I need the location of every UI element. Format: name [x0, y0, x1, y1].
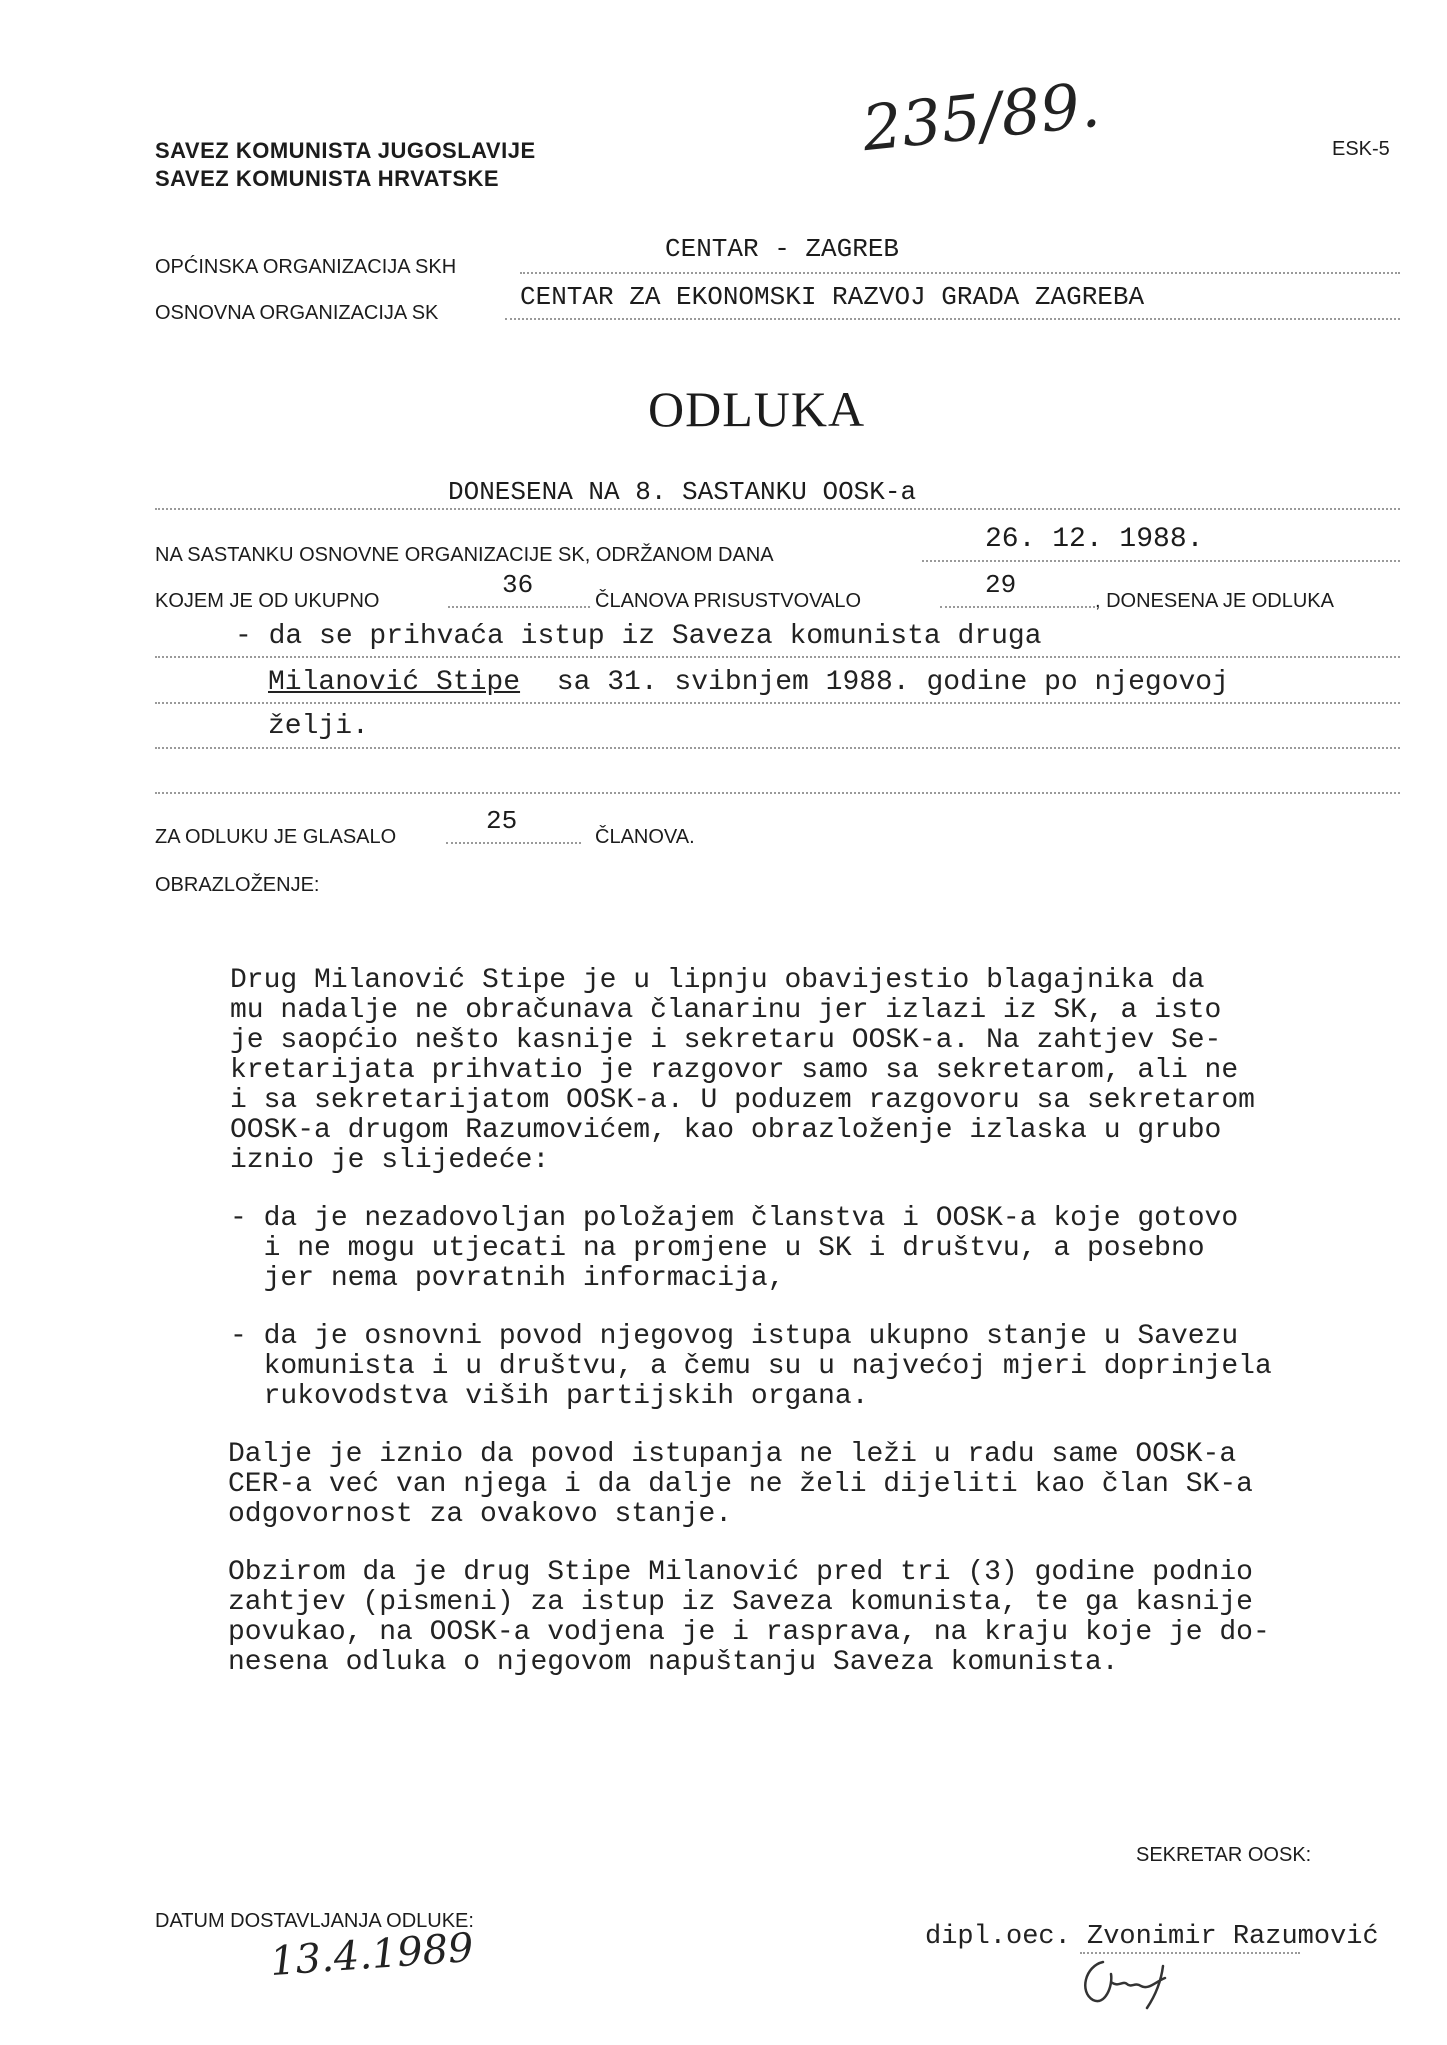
present-dotline	[940, 606, 1095, 608]
decision-member-name: Milanović Stipe	[268, 667, 521, 698]
decision-line-2: sa 31. svibnjem 1988. godine po njegovoj	[540, 667, 1229, 698]
text-line: mu nadalje ne obračunava članarinu jer izlazi iz SK, a isto	[230, 995, 1222, 1026]
text-line: - da je osnovni povod njegovog istupa ukupno stanje u Savezu	[230, 1321, 1239, 1352]
obrazlozenje-label: OBRAZLOŽENJE:	[155, 874, 320, 896]
vote-count: 25	[486, 806, 518, 836]
text-line: i ne mogu utjecati na promjene u SK i društvu, a posebno	[230, 1233, 1205, 1264]
osnovna-label: OSNOVNA ORGANIZACIJA SK	[155, 302, 439, 324]
text-line: Dalje je iznio da povod istupanja ne leži u radu same OOSK-a	[228, 1439, 1237, 1470]
clanova-prisustvovalo-label: ČLANOVA PRISUSTVOVALO	[595, 590, 862, 612]
text-line: i sa sekretarijatom OOSK-a. U poduzem razgovoru sa sekretarom	[230, 1085, 1255, 1116]
text-line: Obzirom da je drug Stipe Milanović pred tri (3) godine podnio	[228, 1557, 1253, 1588]
text-line: komunista i u društvu, a čemu su u najvećoj mjeri doprinjela	[230, 1351, 1272, 1382]
org-name-skj: SAVEZ KOMUNISTA JUGOSLAVIJE	[155, 138, 536, 163]
handwritten-delivery-date: 13.4.1989	[268, 1924, 475, 1986]
sekretar-label: SEKRETAR OOSK:	[1136, 1844, 1312, 1866]
decision-dotline-1	[155, 656, 1400, 658]
decision-dotline-3	[155, 747, 1400, 749]
text-line: jer nema povratnih informacija,	[230, 1263, 785, 1294]
total-members: 36	[502, 570, 534, 600]
page-title: ODLUKA	[648, 381, 866, 437]
meeting-date-dotline	[922, 560, 1400, 562]
text-line: odgovornost za ovakovo stanje.	[228, 1499, 733, 1530]
form-code: ESK-5	[1332, 138, 1390, 160]
donesena-line: DONESENA NA 8. SASTANKU OOSK-a	[448, 477, 917, 507]
signature	[1075, 1952, 1185, 2012]
text-line: zahtjev (pismeni) za istup iz Saveza komunista, te ga kasnije	[228, 1587, 1253, 1618]
osnovna-value: CENTAR ZA EKONOMSKI RAZVOJ GRADA ZAGREBA	[520, 282, 1145, 312]
decision-dotline-4	[155, 792, 1400, 794]
decision-line-3: želji.	[268, 711, 369, 742]
org-name-skh: SAVEZ KOMUNISTA HRVATSKE	[155, 166, 500, 191]
donesena-odluka-label: , DONESENA JE ODLUKA	[1095, 590, 1334, 612]
datum-label: DATUM DOSTAVLJANJA ODLUKE:	[155, 1910, 474, 1932]
meeting-date: 26. 12. 1988.	[985, 524, 1204, 555]
opcinska-label: OPĆINSKA ORGANIZACIJA SKH	[155, 256, 457, 278]
total-members-dotline	[448, 606, 590, 608]
osnovna-dotline	[505, 318, 1400, 320]
text-line: iznio je slijedeće:	[230, 1145, 550, 1176]
meeting-label: NA SASTANKU OSNOVNE ORGANIZACIJE SK, ODRŽANOM DANA	[155, 544, 774, 566]
text-line: nesena odluka o njegovom napuštanju Saveza komunista.	[228, 1647, 1119, 1678]
text-line: rukovodstva viših partijskih organa.	[230, 1381, 869, 1412]
decision-dotline-2	[155, 702, 1400, 704]
vote-suffix: ČLANOVA.	[595, 826, 695, 848]
text-line: Drug Milanović Stipe je u lipnju obavijestio blagajnika da	[230, 965, 1205, 996]
text-line: - da je nezadovoljan položajem članstva i OOSK-a koje gotovo	[230, 1203, 1239, 1234]
opcinska-value: CENTAR - ZAGREB	[665, 234, 900, 264]
text-line: je saopćio nešto kasnije i sekretaru OOSK-a. Na zahtjev Se-	[230, 1025, 1222, 1056]
vote-label: ZA ODLUKU JE GLASALO	[155, 826, 397, 848]
vote-dotline	[446, 842, 581, 844]
present-members: 29	[985, 570, 1017, 600]
opcinska-dotline	[520, 272, 1400, 274]
text-line: OOSK-a drugom Razumovićem, kao obrazloženje izlaska u grubo	[230, 1115, 1222, 1146]
kojem-label: KOJEM JE OD UKUPNO	[155, 590, 380, 612]
donesena-dotline	[155, 508, 1400, 510]
text-line: kretarijata prihvatio je razgovor samo sa sekretarom, ali ne	[230, 1055, 1239, 1086]
decision-line-1: - da se prihvaća istup iz Saveza komunista druga	[235, 621, 1042, 652]
text-line: povukao, na OOSK-a vodjena je i rasprava, na kraju koje je do-	[228, 1617, 1270, 1648]
text-line: CER-a već van njega i da dalje ne želi dijeliti kao član SK-a	[228, 1469, 1253, 1500]
signer-name: dipl.oec. Zvonimir Razumović	[925, 1922, 1379, 1952]
handwritten-file-number: 235/89.	[858, 67, 1103, 166]
